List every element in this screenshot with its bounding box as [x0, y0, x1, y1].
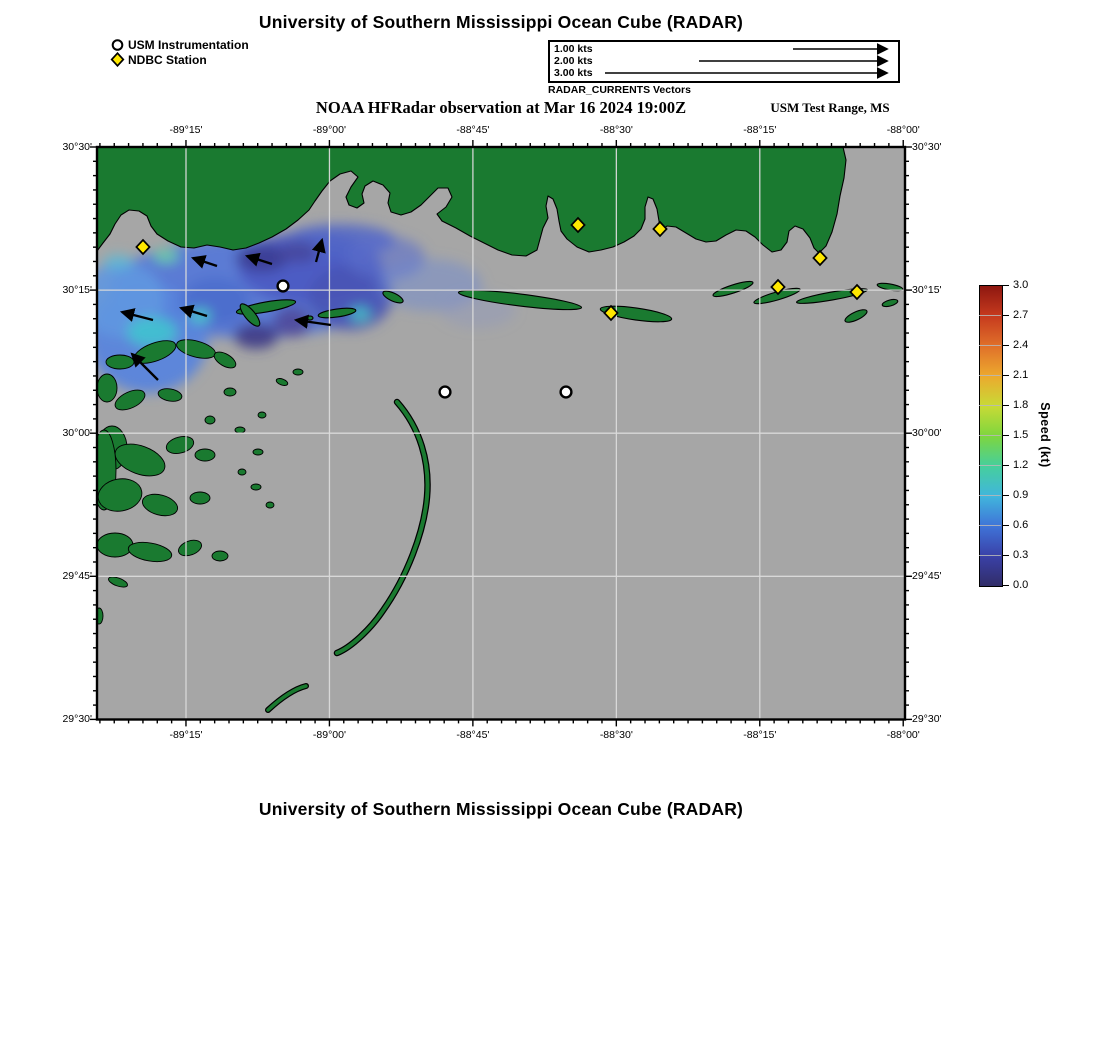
- speed-blob: [234, 323, 278, 349]
- colorbar-tick-label: 1.5: [1013, 429, 1029, 441]
- observation-subtitle: NOAA HFRadar observation at Mar 16 2024 19:00Z: [315, 98, 687, 117]
- marsh-island: [224, 388, 236, 396]
- usm-instrumentation-marker: [440, 387, 451, 398]
- marsh-island: [238, 469, 246, 475]
- axis-label-lat-right: 29°30': [912, 713, 942, 726]
- barrier-island: [307, 316, 313, 320]
- axis-label-lat-left: 30°15': [62, 284, 92, 297]
- colorbar-tick-label: 2.4: [1013, 339, 1029, 351]
- marsh-island: [258, 412, 266, 418]
- colorbar-tick-label: 3.0: [1013, 279, 1029, 291]
- colorbar-tick: [1002, 375, 1009, 377]
- colorbar-gridline: [979, 435, 1001, 436]
- axis-label-lon-bottom: -89°00': [312, 729, 346, 741]
- colorbar-tick: [1002, 435, 1009, 437]
- axis-label-lat-left: 29°45': [62, 570, 92, 583]
- axis-label-lon-top: -88°00': [886, 124, 920, 136]
- axis-label-lon-top: -88°45': [456, 124, 490, 136]
- marsh-island: [235, 427, 245, 433]
- legend-label-ndbc: NDBC Station: [128, 52, 207, 67]
- footer-title: University of Southern Mississippi Ocean Cube (RADAR): [258, 799, 744, 819]
- colorbar-tick: [1002, 525, 1009, 527]
- marsh-island: [106, 355, 134, 369]
- colorbar-gridline: [979, 375, 1001, 376]
- axis-label-lat-left: 30°30': [62, 141, 92, 153]
- colorbar-tick: [1002, 555, 1009, 557]
- legend-item-ndbc: [110, 52, 249, 67]
- colorbar-gridline: [979, 405, 1001, 406]
- legend-label-usm: USM Instrumentation: [128, 37, 249, 52]
- vector-scale-label-1: 1.00 kts: [554, 43, 593, 55]
- usm-circle-marker-icon: [110, 37, 125, 52]
- colorbar-tick: [1002, 315, 1009, 317]
- colorbar-tick: [1002, 585, 1009, 587]
- axis-label-lon-top: -89°15': [169, 124, 203, 136]
- region-label: USM Test Range, MS: [770, 100, 890, 115]
- vector-scale-label-3: 3.00 kts: [554, 67, 593, 79]
- axis-label-lat-left: 30°00': [62, 427, 92, 440]
- marsh-island: [253, 449, 263, 455]
- speed-blob: [153, 249, 179, 263]
- map-canvas: [87, 137, 915, 730]
- colorbar-tick: [1002, 465, 1009, 467]
- vector-scale-arrows: [550, 42, 898, 81]
- colorbar-gridline: [979, 315, 1001, 316]
- axis-label-lat-right: 30°15': [912, 284, 942, 297]
- axis-label-lat-right: 30°00': [912, 427, 942, 440]
- colorbar-tick-label: 0.0: [1013, 579, 1029, 591]
- colorbar-gridline: [979, 555, 1001, 556]
- marsh-island: [251, 484, 261, 490]
- colorbar-tick-label: 2.7: [1013, 309, 1029, 321]
- colorbar-tick-label: 2.1: [1013, 369, 1029, 381]
- marsh-island: [212, 551, 228, 561]
- page-title: University of Southern Mississippi Ocean Cube (RADAR): [258, 12, 744, 32]
- speed-colorbar: [979, 285, 1003, 587]
- vector-scale-caption: RADAR_CURRENTS Vectors: [548, 84, 691, 96]
- legend-item-usm: [110, 37, 249, 52]
- colorbar-gridline: [979, 345, 1001, 346]
- vector-scale-box: [548, 40, 900, 83]
- axis-label-lon-bottom: -88°30': [599, 729, 633, 741]
- axis-label-lon-bottom: -88°15': [743, 729, 777, 741]
- axis-label-lat-right: 30°30': [912, 141, 942, 153]
- marsh-island: [266, 502, 274, 508]
- marsh-island: [195, 449, 215, 461]
- marsh-island: [293, 369, 303, 375]
- colorbar-tick-label: 1.2: [1013, 459, 1029, 471]
- axis-label-lat-right: 29°45': [912, 570, 942, 583]
- colorbar-tick-label: 1.8: [1013, 399, 1029, 411]
- ndbc-diamond-marker-icon: [110, 52, 125, 67]
- colorbar-tick-label: 0.3: [1013, 549, 1029, 561]
- colorbar-gridline: [979, 525, 1001, 526]
- speed-blob: [278, 241, 318, 263]
- axis-label-lon-top: -89°00': [312, 124, 346, 136]
- vector-scale-label-2: 2.00 kts: [554, 55, 593, 67]
- axis-label-lon-bottom: -88°45': [456, 729, 490, 741]
- marsh-island: [205, 416, 215, 424]
- colorbar-tick-label: 0.6: [1013, 519, 1029, 531]
- colorbar-title: Speed (kt): [1038, 402, 1052, 468]
- colorbar-tick: [1002, 495, 1009, 497]
- marsh-island: [97, 533, 133, 557]
- marker-legend: [110, 37, 249, 67]
- colorbar-gridline: [979, 495, 1001, 496]
- colorbar-tick: [1002, 285, 1009, 287]
- axis-label-lon-top: -88°30': [599, 124, 633, 136]
- axis-label-lon-bottom: -88°00': [886, 729, 920, 741]
- marsh-island: [190, 492, 210, 504]
- colorbar-tick: [1002, 345, 1009, 347]
- colorbar-tick: [1002, 405, 1009, 407]
- axis-label-lon-top: -88°15': [743, 124, 777, 136]
- usm-instrumentation-marker: [561, 387, 572, 398]
- colorbar-tick-label: 0.9: [1013, 489, 1029, 501]
- axis-label-lat-left: 29°30': [62, 713, 92, 726]
- colorbar-gridline: [979, 465, 1001, 466]
- marsh-island: [97, 374, 117, 402]
- speed-blob: [103, 254, 133, 270]
- axis-label-lon-bottom: -89°15': [169, 729, 203, 741]
- usm-instrumentation-marker: [278, 281, 289, 292]
